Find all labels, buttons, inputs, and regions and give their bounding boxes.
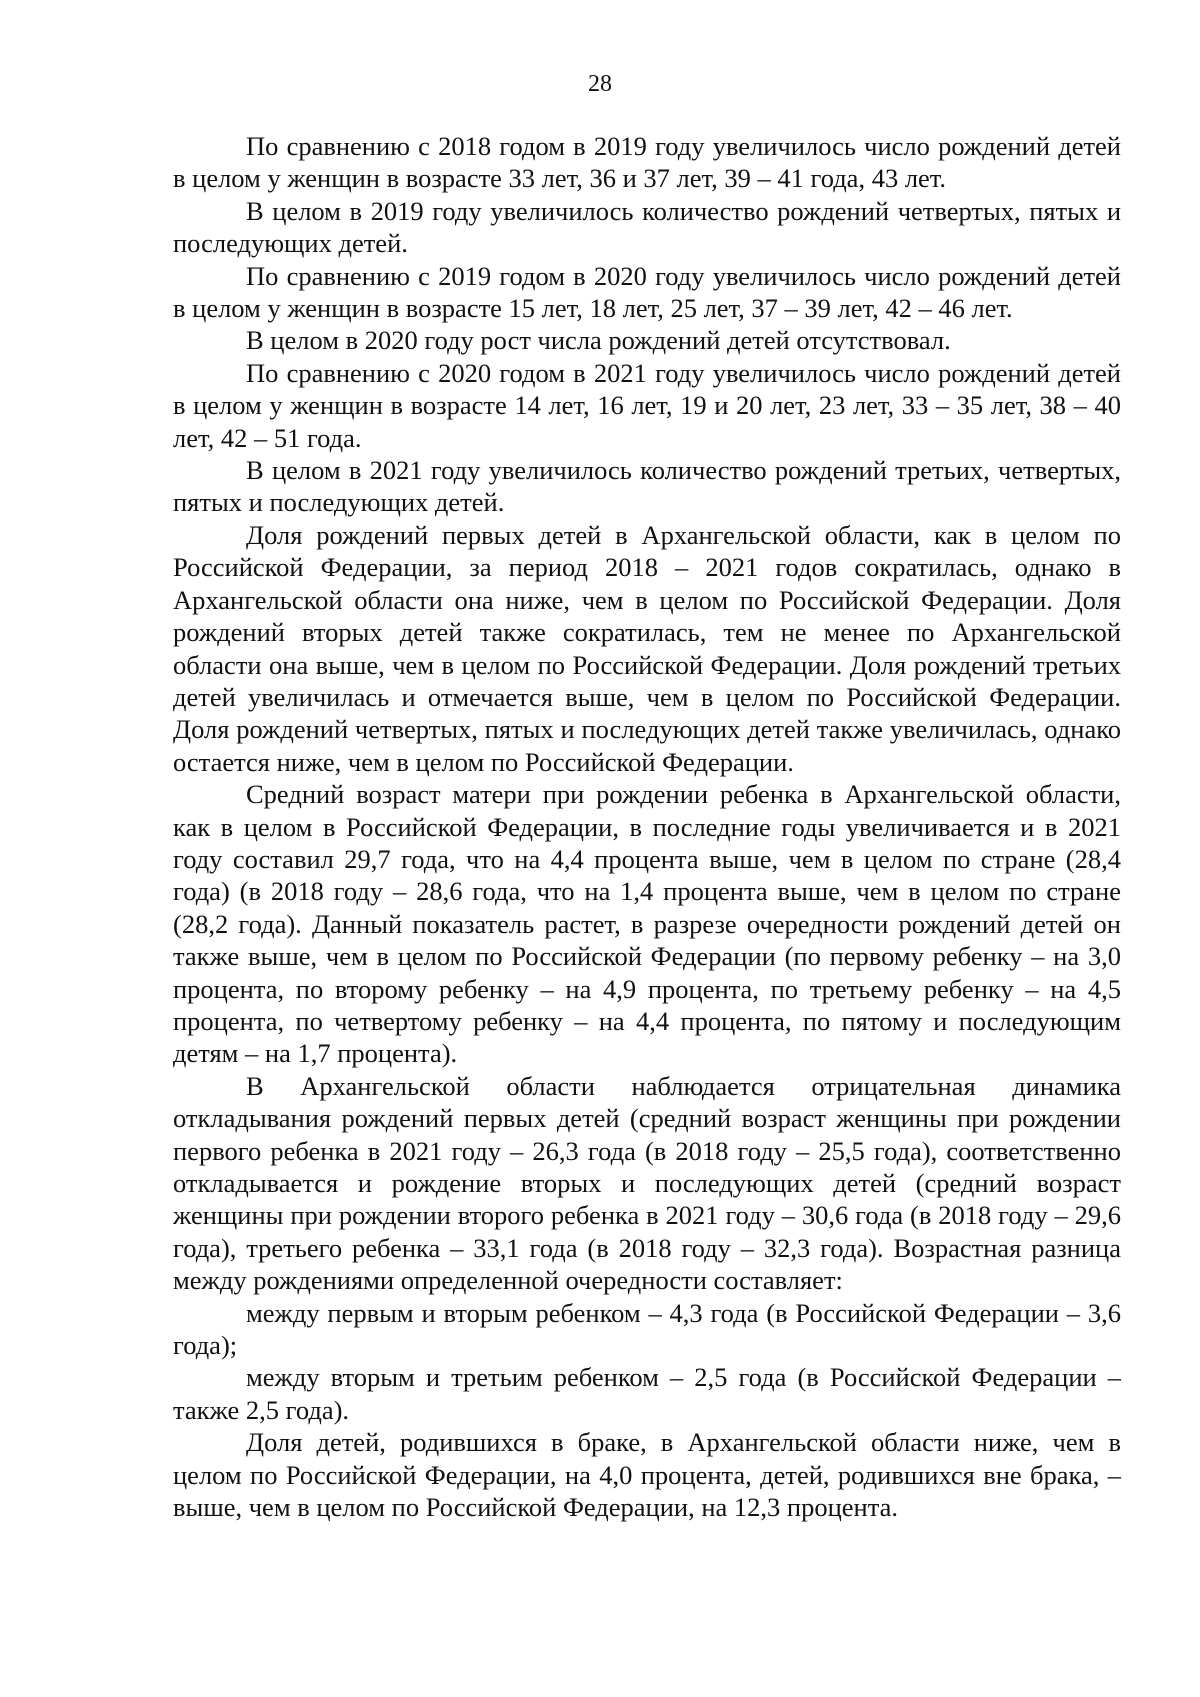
paragraph-births-2021-by-age: По сравнению с 2020 годом в 2021 году увеличилось число рождений детей в целом у женщин в возрасте 14 лет, 16 лет, 19 и 20 лет, 23 лет, 33 – 35 лет, 38 – 40 лет, 42 – 51 года. <box>173 357 1121 453</box>
paragraph-births-2019-by-age: По сравнению с 2018 годом в 2019 году увеличилось число рождений детей в целом у женщин в возрасте 33 лет, 36 и 37 лет, 39 – 41 года, 43 лет. <box>173 131 1121 194</box>
page-number: 28 <box>588 71 612 97</box>
paragraph-marital-births: Доля детей, родившихся в браке, в Архангельской области ниже, чем в целом по Российской Федерации, на 4,0 процента, детей, родившихся вне брака, – выше, чем в целом по Российской Федерации, на 12,3 процента. <box>173 1427 1121 1523</box>
paragraph-mother-average-age: Средний возраст матери при рождении ребенка в Архангельской области, как в целом в Российской Федерации, в последние годы увеличивается и в 2021 году составил 29,7 года, что на 4,4 процента выше, чем в целом по стране (28,4 года) (в 2018 году – 28,6 года, что на 1,4 процента выше, чем в целом по стране (28,2 года). Данный показатель растет, в разрезе очередности рождений детей он также выше, чем в целом по Российской Федерации (по первому ребенку – на 3,0 процента, по второму ребенку – на 4,9 процента, по третьему ребенку – на 4,5 процента, по четвертому ребенку – на 4,4 процента, по пятому и последующим детям – на 1,7 процента). <box>173 779 1121 1069</box>
paragraph-births-2020-by-age: По сравнению с 2019 годом в 2020 году увеличилось число рождений детей в целом у женщин в возрасте 15 лет, 18 лет, 25 лет, 37 – 39 лет, 42 – 46 лет. <box>173 260 1121 324</box>
paragraph-birth-order-shares: Доля рождений первых детей в Архангельской области, как в целом по Российской Федерации, за период 2018 – 2021 годов сократилась, однако в Архангельской области она ниже, чем в целом по Российской Федерации. Доля рождений вторых детей также сократилась, тем не менее по Архангельской области она выше, чем в целом по Российской Федерации. Доля рождений третьих детей увеличилась и отмечается выше, чем в целом по Российской Федерации. Доля рождений четвертых, пятых и последующих детей также увеличилась, однако остается ниже, чем в целом по Российской Федерации. <box>173 519 1121 777</box>
paragraph-postponement-dynamics: В Архангельской области наблюдается отрицательная динамика откладывания рождений первых детей (средний возраст женщины при рождении первого ребенка в 2021 году – 26,3 года (в 2018 году – 25,5 года), соответственно откладывается и рождение вторых и последующих детей (средний возраст женщины при рождении второго ребенка в 2021 году – 30,6 года (в 2018 году – 29,6 года), третьего ребенка – 33,1 года (в 2018 году – 32,3 года). Возрастная разница между рождениями определенной очередности составляет: <box>173 1070 1121 1296</box>
paragraph-births-2019-order: В целом в 2019 году увеличилось количество рождений четвертых, пятых и последующих детей. <box>173 195 1121 259</box>
paragraph-births-2021-order: В целом в 2021 году увеличилось количество рождений третьих, четвертых, пятых и последующих детей. <box>173 455 1121 518</box>
document-body <box>173 130 1121 1523</box>
paragraph-gap-second-third: между вторым и третьим ребенком – 2,5 года (в Российской Федерации – также 2,5 года). <box>173 1362 1121 1425</box>
paragraph-births-2020-order: В целом в 2020 году рост числа рождений детей отсутствовал. <box>246 325 951 356</box>
paragraph-gap-first-second: между первым и вторым ребенком – 4,3 года (в Российской Федерации – 3,6 года); <box>173 1297 1121 1361</box>
